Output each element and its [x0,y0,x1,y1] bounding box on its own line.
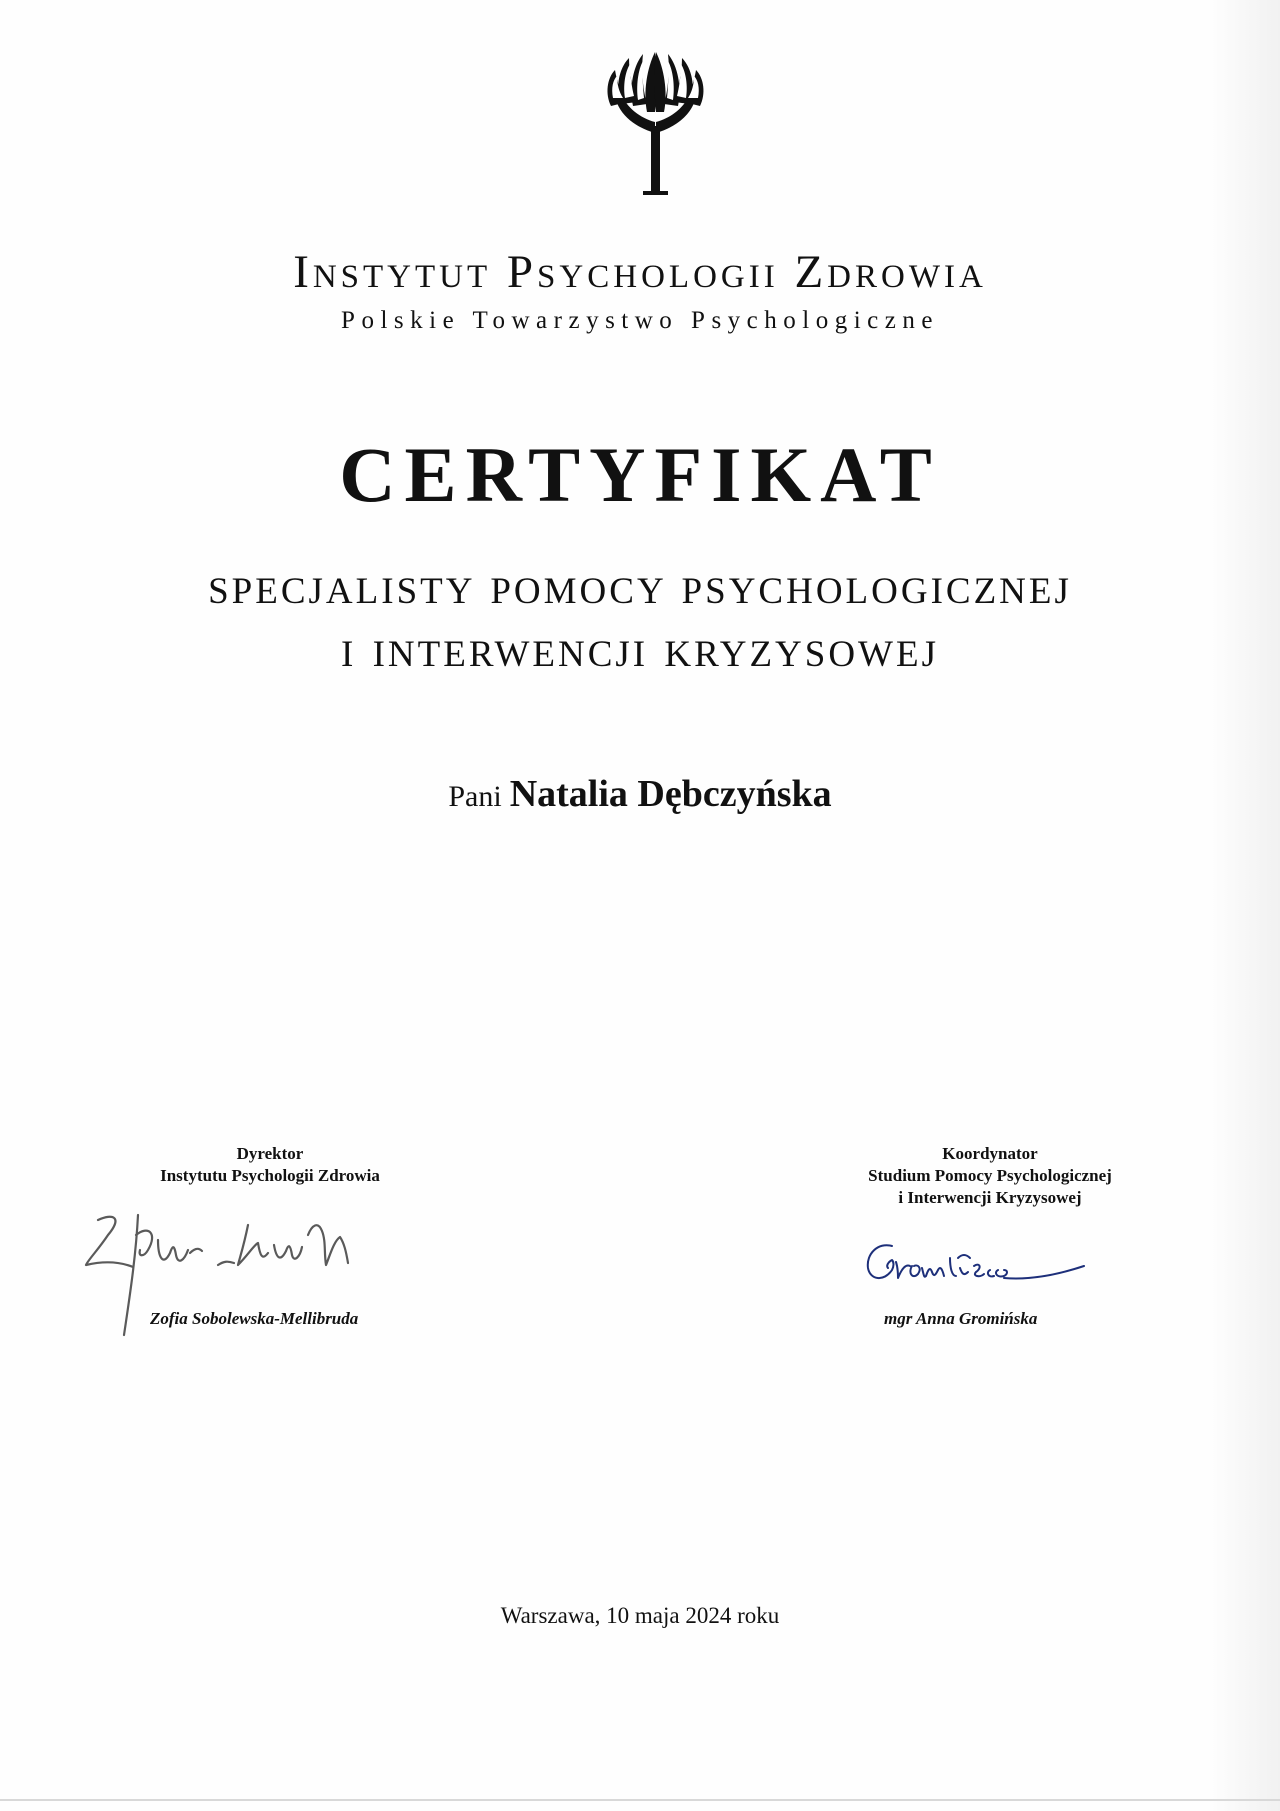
signatory-right-role-line-3: i Interwencji Kryzysowej [898,1188,1082,1207]
signatory-right-role-line-2: Studium Pomocy Psychologicznej [868,1166,1112,1185]
signatory-left-role-line-1: Dyrektor [236,1144,304,1163]
society-name: Polskie Towarzystwo Psychologiczne [341,307,939,334]
tree-of-life-icon [603,48,708,198]
certificate-subtitle-line-2: I INTERWENCJI KRYZYSOWEJ [341,634,939,675]
signatory-right-name: mgr Anna Gromińska [884,1309,1038,1328]
place-and-date: Warszawa, 10 maja 2024 roku [500,1603,780,1628]
signatory-right-role [830,1143,1150,1209]
recipient-name: Natalia Dębczyńska [509,773,832,815]
signatory-left-role-line-2: Instytutu Psychologii Zdrowia [160,1166,380,1185]
handwritten-signature-left [78,1195,408,1355]
recipient [0,772,1280,816]
handwritten-signature-right [858,1232,1098,1302]
certificate-title: CERTYFIKAT [339,431,941,518]
signatory-left-name: Zofia Sobolewska-Mellibruda [150,1309,359,1328]
recipient-prefix: Pani [448,780,502,813]
certificate-subtitle-line-1: SPECJALISTY POMOCY PSYCHOLOGICZNEJ [208,571,1072,612]
scan-bottom-line [0,1799,1280,1801]
institute-name: Instytut Psychologii Zdrowia [293,246,987,298]
signatory-left-role [120,1143,420,1187]
signatory-right-role-line-1: Koordynator [942,1144,1038,1163]
